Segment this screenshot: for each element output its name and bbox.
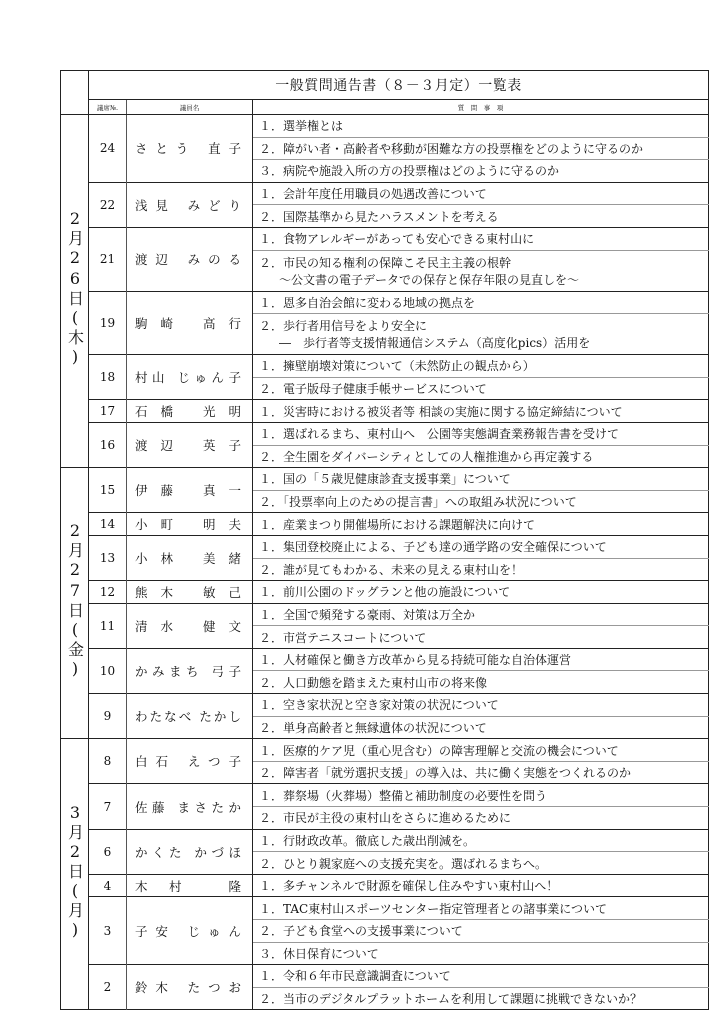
question-text: １．多チャンネルで財源を確保し住みやすい東村山へ！	[259, 879, 559, 894]
session-date-label: 2月26日(木)	[65, 209, 85, 369]
question-subtext: ～公文書の電子データでの保存と保存年限の見直しを～	[279, 272, 580, 287]
question-item	[253, 852, 709, 875]
question-text: １．恩多自治会館に変わる地域の拠点を	[259, 295, 476, 310]
question-text: １．選ばれるまち、東村山へ 公園等実態調査業務報告書を受けて	[259, 427, 620, 442]
seat-number: 4	[89, 874, 127, 897]
member-name: 木村 隆	[127, 874, 253, 897]
question-item	[253, 716, 709, 739]
header-number: 議席№.	[89, 100, 127, 115]
question-text: ２．市民が主役の東村山をさらに進めるために	[259, 811, 512, 826]
seat-number: 16	[89, 422, 127, 467]
question-item	[253, 422, 709, 445]
seat-number: 6	[89, 829, 127, 874]
question-item	[253, 445, 709, 468]
table-row	[61, 897, 709, 920]
table-row	[61, 355, 709, 378]
table-row	[61, 115, 709, 138]
seat-number: 22	[89, 182, 127, 227]
question-item	[253, 400, 709, 423]
question-item	[253, 160, 709, 183]
question-item	[253, 829, 709, 852]
table-row	[61, 535, 709, 558]
question-item	[253, 314, 709, 355]
member-name: かくた かづほ	[127, 829, 253, 874]
question-item	[253, 920, 709, 943]
table-row	[61, 874, 709, 897]
session-date	[61, 115, 89, 468]
table-row	[61, 784, 709, 807]
question-text: ２．ひとり親家庭への支援充実を。選ばれるまちへ。	[259, 856, 548, 871]
seat-number: 7	[89, 784, 127, 829]
question-text: ２．誰が見てもわかる、未来の見える東村山を！	[259, 562, 524, 577]
question-subtext: ― 歩行者等支援情報通信システム（高度化pics）活用を	[279, 336, 591, 351]
question-text: ３．病院や施設入所の方の投票権はどのように守るのか	[259, 164, 560, 179]
question-item	[253, 739, 709, 762]
question-text: １．会計年度任用職員の処遇改善について	[259, 187, 487, 202]
question-text: １．医療的ケア児（重心児含む）の障害理解と交流の機会について	[259, 743, 619, 758]
question-item	[253, 694, 709, 717]
question-text: ２．単身高齢者と無縁遺体の状況について	[259, 720, 487, 735]
member-name: 鈴木 たつお	[127, 965, 253, 1010]
question-text: １．TAC東村山スポーツセンター指定管理者との諸事業について	[259, 901, 607, 916]
seat-number: 12	[89, 581, 127, 604]
member-name: 小林 美緒	[127, 535, 253, 580]
question-text: １．選挙権とは	[259, 119, 344, 134]
question-item	[253, 987, 709, 1010]
table-row	[61, 291, 709, 314]
table-row	[61, 603, 709, 626]
table-row	[61, 400, 709, 423]
member-name: わたなべ たかし	[127, 694, 253, 739]
member-name: 佐藤 まさたか	[127, 784, 253, 829]
question-text: １．集団登校廃止による、子ども達の通学路の安全確保について	[259, 540, 607, 555]
question-text: ２．市民の知る権利の保障こそ民主主義の根幹	[259, 255, 512, 270]
question-text: ２．「投票率向上のための提言書」への取組み状況について	[259, 495, 577, 510]
question-item	[253, 227, 709, 250]
header-topic: 質 問 事 項	[253, 100, 709, 115]
session-date	[61, 739, 89, 1010]
question-item	[253, 558, 709, 581]
question-text: ２．障がい者・高齢者や移動が困難な方の投票権をどのように守るのか	[259, 141, 644, 156]
question-text: ２．当市のデジタルプラットホームを利用して課題に挑戦できないか？	[259, 992, 643, 1007]
table-row	[61, 227, 709, 250]
seat-number: 8	[89, 739, 127, 784]
question-text: ２．人口動態を踏まえた東村山市の将来像	[259, 675, 488, 690]
question-text: １．前川公園のドッグランと他の施設について	[259, 585, 511, 600]
seat-number: 2	[89, 965, 127, 1010]
question-item	[253, 377, 709, 400]
question-item	[253, 626, 709, 649]
header-name: 議員名	[127, 100, 253, 115]
question-text: ２．歩行者用信号をより安全に	[259, 319, 428, 334]
question-item	[253, 581, 709, 604]
document	[60, 70, 708, 1010]
seat-number: 14	[89, 513, 127, 536]
question-item	[253, 115, 709, 138]
seat-number: 15	[89, 468, 127, 513]
member-name: かみまち 弓子	[127, 648, 253, 693]
question-item	[253, 205, 709, 228]
question-item	[253, 784, 709, 807]
question-item	[253, 291, 709, 314]
table-row	[61, 468, 709, 491]
seat-number: 13	[89, 535, 127, 580]
table-row	[61, 513, 709, 536]
question-text: １．擁壁崩壊対策について（未然防止の観点から）	[259, 359, 535, 374]
question-item	[253, 648, 709, 671]
seat-number: 11	[89, 603, 127, 648]
question-text: １．令和６年市民意識調査について	[259, 969, 451, 984]
member-name: 渡辺 英子	[127, 422, 253, 467]
member-name: 子安 じゅん	[127, 897, 253, 965]
seat-number: 21	[89, 227, 127, 291]
seat-number: 10	[89, 648, 127, 693]
corner-cell	[61, 71, 89, 115]
member-name: 駒崎 高行	[127, 291, 253, 355]
question-text: １．人材確保と働き方改革から見る持続可能な自治体運営	[259, 653, 572, 668]
seat-number: 3	[89, 897, 127, 965]
question-text: ２．全生園をダイバーシティとしての人権推進から再定義する	[259, 449, 594, 464]
member-name: 清水 健文	[127, 603, 253, 648]
question-item	[253, 603, 709, 626]
question-item	[253, 513, 709, 536]
member-name: 白石 えつ子	[127, 739, 253, 784]
member-name: 熊木 敏己	[127, 581, 253, 604]
table-row	[61, 581, 709, 604]
seat-number: 18	[89, 355, 127, 400]
page-title: 一般質問通告書（８－３月定）一覧表	[89, 71, 709, 100]
member-name: 村山 じゅん子	[127, 355, 253, 400]
table-row	[61, 422, 709, 445]
member-name: 小町 明夫	[127, 513, 253, 536]
question-item	[253, 468, 709, 491]
question-item	[253, 942, 709, 965]
question-item	[253, 137, 709, 160]
seat-number: 24	[89, 115, 127, 183]
question-text: ３．休日保育について	[259, 946, 379, 961]
question-item	[253, 874, 709, 897]
seat-number: 19	[89, 291, 127, 355]
question-item	[253, 807, 709, 830]
question-text: ２．国際基準から見たハラスメントを考える	[259, 209, 499, 224]
question-item	[253, 182, 709, 205]
member-name: 伊藤 真一	[127, 468, 253, 513]
table-row	[61, 648, 709, 671]
question-text: １．産業まつり開催場所における課題解決に向けて	[259, 517, 536, 532]
table-row	[61, 739, 709, 762]
session-date-label: 3月2日(月)	[65, 802, 85, 941]
question-item	[253, 250, 709, 291]
seat-number: 17	[89, 400, 127, 423]
session-date-label: 2月27日(金)	[65, 521, 85, 681]
table-row	[61, 694, 709, 717]
question-item	[253, 535, 709, 558]
question-text: １．葬祭場（火葬場）整備と補助制度の必要性を問う	[259, 788, 548, 803]
table-row	[61, 965, 709, 988]
table-row	[61, 182, 709, 205]
question-list-table	[60, 70, 709, 1010]
question-text: １．行財政改革。徹底した歳出削減を。	[259, 833, 476, 848]
question-item	[253, 897, 709, 920]
question-text: １．空き家状況と空き家対策の状況について	[259, 698, 499, 713]
table-row	[61, 829, 709, 852]
question-text: ２．電子版母子健康手帳サービスについて	[259, 382, 487, 397]
session-date	[61, 468, 89, 739]
question-item	[253, 671, 709, 694]
question-text: ２．市営テニスコートについて	[259, 630, 427, 645]
question-item	[253, 490, 709, 513]
question-text: ２．障害者「就労選択支援」の導入は、共に働く実態をつくれるのか	[259, 766, 632, 781]
question-text: １．国の「５歳児健康診査支援事業」について	[259, 472, 511, 487]
question-item	[253, 761, 709, 784]
question-item	[253, 965, 709, 988]
question-text: １．食物アレルギーがあっても安心できる東村山に	[259, 232, 535, 247]
question-item	[253, 355, 709, 378]
member-name: 渡辺 みのる	[127, 227, 253, 291]
member-name: 石橋 光明	[127, 400, 253, 423]
question-text: １．全国で頻発する豪雨、対策は万全か	[259, 607, 476, 622]
question-text: １．災害時における被災者等 相談の実施に関する協定締結について	[259, 404, 623, 419]
member-name: 浅見 みどり	[127, 182, 253, 227]
member-name: さとう 直子	[127, 115, 253, 183]
question-text: ２．子ども食堂への支援事業について	[259, 924, 463, 939]
seat-number: 9	[89, 694, 127, 739]
